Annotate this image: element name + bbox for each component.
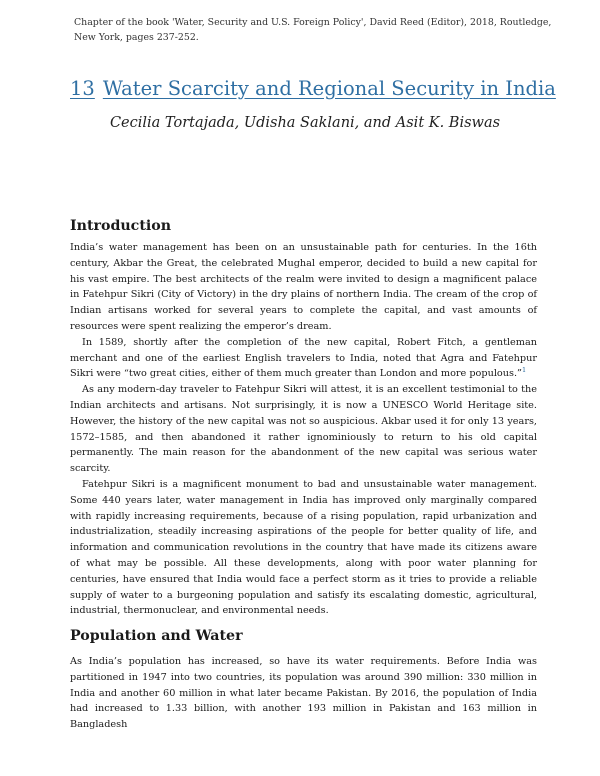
chapter-number: 13: [70, 77, 95, 100]
paragraph-text: In 1589, shortly after the completion of the new capital, Robert Fitch, a gentleman merchant and one of the earliest English travelers to India, noted that Agra and Fatehpur Sikri were “two great cities, either of them much greater than London and more populous.”: [70, 336, 537, 380]
paragraph: Fatehpur Sikri is a magnificent monument to bad and unsustainable water management. Some 440 years later, water management in India has improved only marginally compared with rapidly increasing requirements, because of a rising population, rapid urbanization and industrialization, steadily increasing aspirations of the people for better quality of life, and information and communication revolutions in the country that have made its citizens aware of what may be possible. All these developments, along with poor water planning for centuries, have ensured that India would face a perfect storm as it tries to provide a reliable supply of water to a burgeoning population and satisfy its escalating domestic, agricultural, industrial, thermonuclear, and environmental needs.: [70, 478, 537, 617]
citation-note: Chapter of the book 'Water, Security and U.S. Foreign Policy', David Reed (Editor), 2018, Routledge, New York, pages 237-252.: [74, 17, 552, 43]
chapter-title[interactable]: [70, 76, 556, 102]
chapter-authors: Cecilia Tortajada, Udisha Saklani, and Asit K. Biswas: [109, 115, 501, 131]
chapter-title-text: Water Scarcity and Regional Security in India: [102, 77, 556, 100]
footnote-link[interactable]: 1: [522, 366, 527, 375]
introduction-body: [70, 240, 537, 619]
paragraph: [70, 335, 537, 382]
paragraph: As any modern-day traveler to Fatehpur Sikri will attest, it is an excellent testimonial to the Indian architects and artisans. Not surprisingly, it is now a UNESCO World Heritage site. However, the history of the new capital was not so auspicious. Akbar used it for only 13 years, 1572–1585, and then abandoned it rather ignominiously to return to his old capital permanently. The main reason for the abandonment of the new capital was serious water scarcity.: [70, 384, 537, 475]
section-heading-introduction: Introduction: [70, 218, 172, 234]
section-heading-population: Population and Water: [70, 628, 243, 644]
paragraph: As India’s population has increased, so have its water requirements. Before India was partitioned in 1947 into two countries, its population was around 390 million: 330 million in India and another 60 million in what later became Pakistan. By 2016, the population of India had increased to 1.33 billion, with another 193 million in Pakistan and 163 million in Bangladesh: [70, 656, 537, 731]
population-body: [70, 654, 537, 733]
paragraph: India’s water management has been on an unsustainable path for centuries. In the 16th century, Akbar the Great, the celebrated Mughal emperor, decided to build a new capital for his vast empire. The best architects of the realm were invited to design a magnificent palace in Fatehpur Sikri (City of Victory) in the dry plains of northern India. The cream of the crop of Indian artisans worked for several years to complete the capital, and vast amounts of resources were spent realizing the emperor’s dream.: [70, 242, 537, 332]
